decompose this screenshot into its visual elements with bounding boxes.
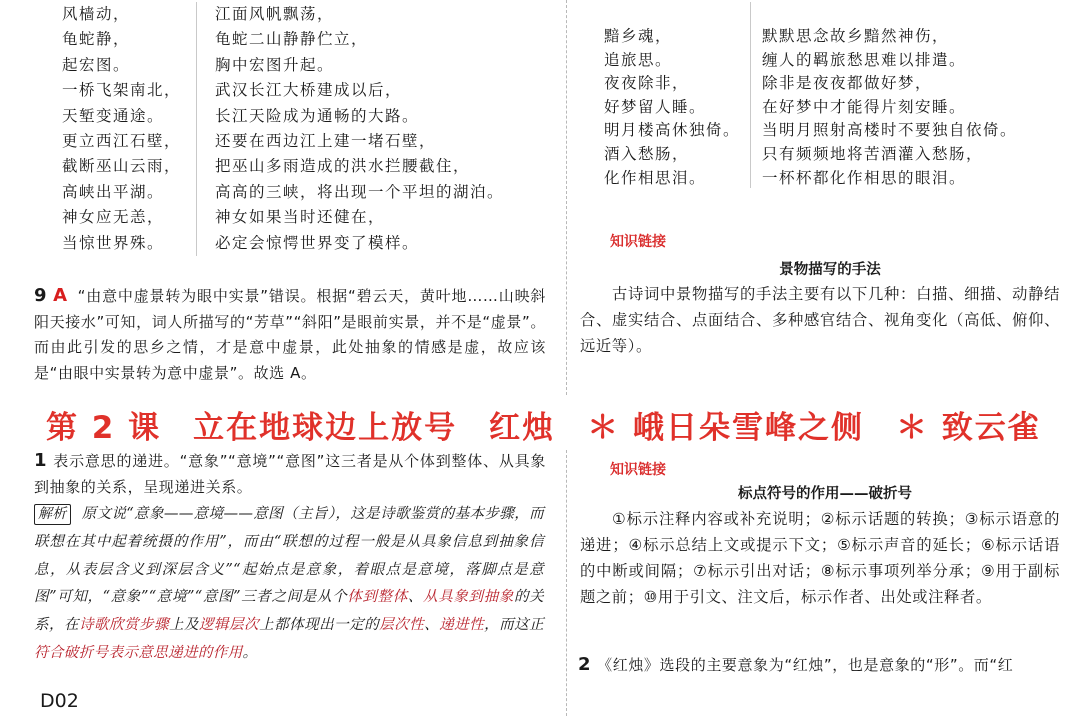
question-9-text: “由意中虚景转为眼中实景”错误。根据“碧云天，黄叶地……山映斜阳天接水”可知，词人所描写的“芳草”“斜阳”是眼前实景，并不是“虚景”。而由此引发的思乡之情，才是意中虚景，此处抽象的情感是虚，故应该是“由眼中实景转为意中虚景”。故选 A。 — [34, 287, 546, 382]
poem-original-line: 当惊世界殊。 — [62, 233, 165, 252]
lesson-title-3: ＊ 峨日朵雪峰之侧 — [587, 410, 864, 446]
lesson-number: 第 2 课 — [46, 410, 162, 446]
analysis-label: 解析 — [34, 504, 71, 525]
left-poem-divider — [196, 2, 197, 256]
poem-translation-line: 还要在西边江上建一堵石壁， — [215, 132, 437, 150]
question-2-text: 《红烛》选段的主要意象为“红烛”，也是意象的“形”。而“红 — [597, 656, 1014, 674]
poem-original-line: 夜夜除非， — [604, 74, 690, 93]
analysis-text: 、 — [424, 616, 440, 634]
knowledge-link-tag-2: 知识链接 — [610, 462, 666, 478]
analysis-text: 上都体现出一定的 — [259, 616, 380, 634]
poem-translation-line: 龟蛇二山静静伫立， — [215, 30, 369, 49]
question-9 — [34, 283, 546, 386]
question-number: 1 — [34, 450, 48, 471]
lesson-title-1: 立在地球边上放号 — [193, 410, 458, 446]
analysis-highlight: 层次性 — [379, 616, 425, 634]
answer-letter: A — [53, 285, 68, 306]
poem-translation-line: 武汉长江大桥建成以后， — [215, 81, 403, 100]
poem-translation-line: 当明月照射高楼时不要独自依倚。 — [762, 121, 1018, 140]
question-number: 2 — [578, 654, 592, 675]
poem-translation-line: 除非是夜夜都做好梦， — [762, 74, 933, 93]
knowledge-link-tag: 知识链接 — [610, 234, 666, 250]
right-poem-divider — [750, 2, 751, 188]
poem-original-line: 龟蛇静， — [62, 30, 131, 49]
analysis-highlight: 逻辑层次 — [199, 616, 260, 634]
poem-translation-line: 神女如果当时还健在， — [215, 208, 386, 227]
analysis-text: ，而这正 — [484, 616, 545, 634]
poem-original-line: 更立西江石壁， — [62, 132, 182, 150]
analysis-highlight: 从具象到抽象 — [423, 588, 514, 606]
question-1-text: 表示意思的递进。“意象”“意境”“意图”这三者是从个体到整体、从具象到抽象的关系，呈现递进关系。 — [34, 452, 546, 496]
lesson-heading — [46, 402, 1041, 447]
poem-original-line: 神女应无恙， — [62, 208, 165, 227]
poem-translation-line: 高高的三峡，将出现一个平坦的湖泊。 — [215, 182, 505, 201]
poem-original-line: 追旅思。 — [604, 50, 673, 69]
poem-original-line: 酒入愁肠， — [604, 145, 690, 163]
poem-original-line: 化作相思泪。 — [604, 168, 707, 187]
page-fold-line-lower — [566, 450, 567, 716]
analysis-text: 。 — [242, 643, 258, 661]
question-2 — [578, 652, 1070, 679]
poem-translation-line: 胸中宏图升起。 — [215, 55, 335, 74]
poem-translation-line: 只有频频地将苦酒灌入愁肠， — [762, 145, 984, 163]
analysis-highlight: 体到整体 — [347, 588, 408, 606]
poem-original-line: 一桥飞架南北， — [62, 81, 182, 100]
poem-translation-line: 必定会惊愕世界变了模样。 — [215, 233, 420, 252]
analysis-text: 的关系，在 — [34, 588, 544, 634]
question-number: 9 — [34, 285, 48, 306]
poem-original-line: 好梦留人睡。 — [604, 97, 707, 116]
analysis-highlight: 符合破折号表示意思递进的作用 — [34, 643, 243, 661]
knowledge-link-body: 古诗词中景物描写的手法主要有以下几种：白描、细描、动静结合、虚实结合、点面结合、多种感官结合、视角变化（高低、俯仰、远近等）。 — [580, 285, 1060, 355]
page-number: D02 — [40, 690, 79, 712]
poem-original-line: 黯乡魂， — [604, 27, 673, 45]
page-fold-line — [566, 0, 567, 395]
analysis-text: 原文说“意象——意境——意图（主旨），这是诗歌鉴赏的基本步骤，而联想在其中起着统摄的作用”，而由“联想的过程一般是从具象信息到抽象信息，从表层含义到深层含义”“起始点是意象，着眼点是意境，落脚点是意图”可知，“意象”“意境”“意图”三者之间是从个 — [34, 505, 544, 606]
analysis-text: 、 — [407, 588, 424, 606]
analysis-highlight: 递进性 — [439, 616, 485, 634]
analysis-paragraph — [34, 500, 544, 667]
lesson-title-2: 红烛 — [489, 410, 556, 446]
poem-translation-line: 长江天险成为通畅的大路。 — [215, 106, 420, 125]
knowledge-link-title: 景物描写的手法 — [779, 262, 881, 278]
poem-translation-line: 缠人的羁旅愁思难以排遣。 — [762, 50, 967, 69]
poem-original-line: 起宏图。 — [62, 55, 131, 74]
poem-original-line: 明月楼高休独倚。 — [604, 121, 741, 140]
poem-original-line: 高峡出平湖。 — [62, 182, 165, 201]
poem-translation-line: 把巫山多雨造成的洪水拦腰截住， — [215, 157, 471, 176]
lesson-title-4: ＊ 致云雀 — [895, 410, 1041, 446]
knowledge-link-title-2: 标点符号的作用——破折号 — [738, 486, 912, 502]
poem-translation-line: 默默思念故乡黯然神伤， — [762, 27, 950, 45]
analysis-highlight: 诗歌欣赏步骤 — [79, 616, 170, 634]
knowledge-link-body-2: ①标示注释内容或补充说明；②标示话题的转换；③标示语意的递进；④标示总结上文或提示下文；⑤标示声音的延长；⑥标示话语的中断或间隔；⑦标示引出对话；⑧标示事项列举分承；⑨用于副标题之前；⑩用于引文、注文后，标示作者、出处或注释者。 — [580, 510, 1060, 606]
poem-translation-line: 江面风帆飘荡， — [215, 5, 335, 23]
poem-original-line: 天堑变通途。 — [62, 106, 165, 125]
poem-translation-line: 在好梦中才能得片刻安睡。 — [762, 97, 967, 116]
poem-original-line: 截断巫山云雨， — [62, 157, 182, 176]
poem-translation-line: 一杯杯都化作相思的眼泪。 — [762, 168, 967, 187]
poem-original-line: 风樯动， — [62, 5, 131, 23]
question-1 — [34, 448, 546, 500]
analysis-text: 上及 — [169, 616, 200, 634]
